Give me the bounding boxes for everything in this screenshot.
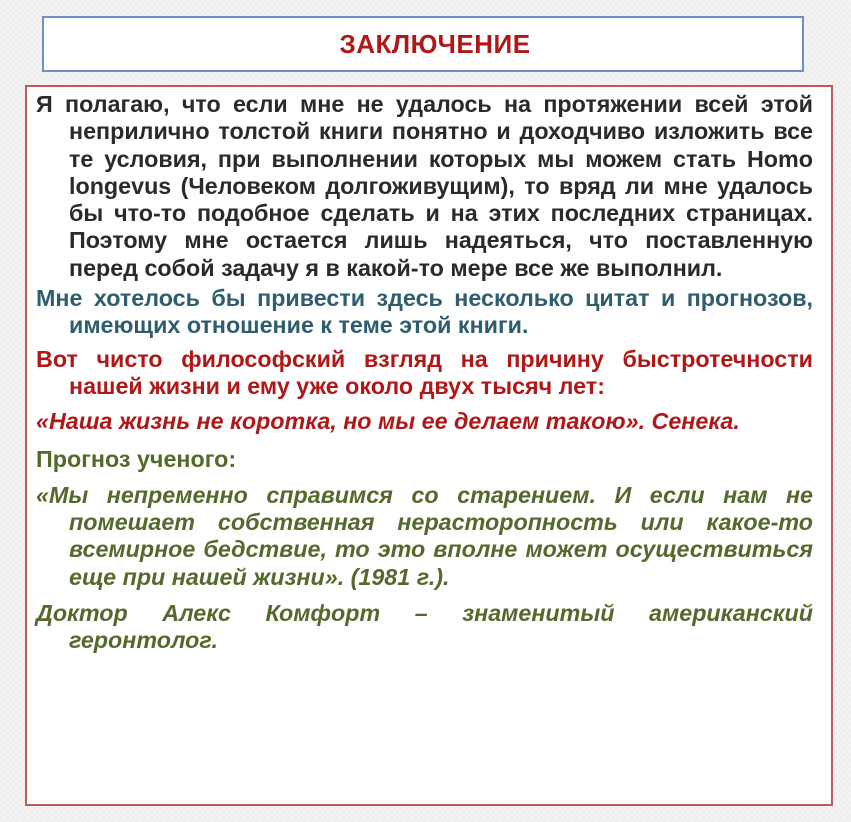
title-box bbox=[42, 16, 804, 72]
content-box bbox=[25, 85, 833, 806]
paragraph-philosophy: Вот чисто философский взгляд на причину быстротечности нашей жизни и ему уже около двух тысяч лет: bbox=[36, 345, 813, 399]
page-title: ЗАКЛЮЧЕНИЕ bbox=[339, 28, 531, 59]
paragraph-intro: Я полагаю, что если мне не удалось на протяжении всей этой неприлично толстой книги понятно и доходчиво изложить все те условия, при выполнении которых мы можем стать Homo longevus (Человеком долгоживущим), то вряд ли мне удалось бы что-то подобное сделать и на этих последних страницах. Поэтому мне остается лишь надеяться, что поставленную перед собой задачу я в какой-то мере все же выполнил. bbox=[36, 91, 813, 281]
quote-seneca: «Наша жизнь не коротка, но мы ее делаем такою». Сенека. bbox=[36, 408, 740, 435]
quote-comfort: «Мы непременно справимся со старением. И если нам не помешает собственная нерасторопность или какое-то всемирное бедствие, то это вполне может осуществиться еще при нашей жизни». (1981 г.). bbox=[36, 481, 813, 590]
paragraph-forecast-label: Прогноз ученого: bbox=[36, 445, 237, 472]
paragraph-quotes-intro: Мне хотелось бы привести здесь несколько цитат и прогнозов, имеющих отношение к теме этой книги. bbox=[36, 285, 813, 339]
attribution-comfort: Доктор Алекс Комфорт – знаменитый американский геронтолог. bbox=[36, 600, 813, 654]
